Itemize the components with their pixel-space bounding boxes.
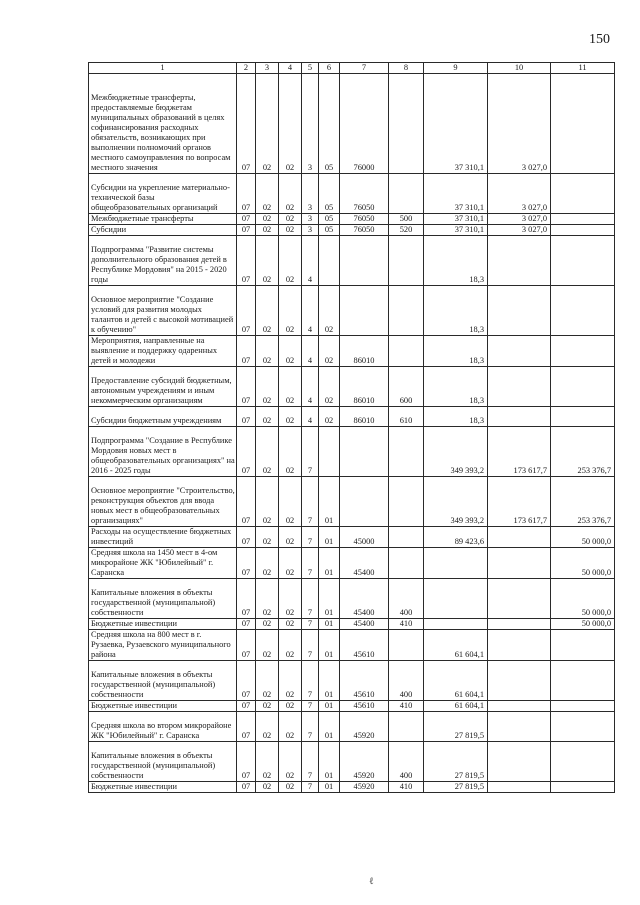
table-cell: 02 xyxy=(256,74,279,174)
table-cell xyxy=(488,367,551,407)
table-cell: 02 xyxy=(279,225,302,236)
table-cell: 02 xyxy=(256,782,279,793)
table-cell: 27 819,5 xyxy=(424,782,488,793)
table-row xyxy=(89,225,615,236)
table-cell: 410 xyxy=(389,782,424,793)
table-cell: 02 xyxy=(319,367,340,407)
table-row xyxy=(89,74,615,174)
table-cell: 349 393,2 xyxy=(424,477,488,527)
table-cell: 4 xyxy=(302,407,319,427)
table-cell: 86010 xyxy=(340,407,389,427)
table-cell: 3 027,0 xyxy=(488,225,551,236)
table-cell: 01 xyxy=(319,619,340,630)
row-label: Межбюджетные трансферты, предоставляемые бюджетам муниципальных образований в целях софинансирования расходных обязательств, возникающих при выполнении полномочий органов местного самоуправления по вопросам местного значения xyxy=(89,74,237,174)
table-row xyxy=(89,661,615,701)
header-cell: 2 xyxy=(237,63,256,74)
row-label: Средняя школа на 1450 мест в 4-ом микрорайоне ЖК "Юбилейный" г. Саранска xyxy=(89,548,237,579)
table-row xyxy=(89,477,615,527)
table-row xyxy=(89,712,615,742)
table-cell: 02 xyxy=(279,619,302,630)
table-cell: 07 xyxy=(237,477,256,527)
table-cell: 02 xyxy=(319,407,340,427)
table-cell: 01 xyxy=(319,579,340,619)
table-cell xyxy=(488,701,551,712)
table-cell: 07 xyxy=(237,336,256,367)
table-cell: 01 xyxy=(319,477,340,527)
table-cell: 3 xyxy=(302,174,319,214)
row-label: Капитальные вложения в объекты государственной (муниципальной) собственности xyxy=(89,661,237,701)
table-cell xyxy=(340,477,389,527)
table-row xyxy=(89,427,615,477)
table-cell: 45400 xyxy=(340,548,389,579)
table-cell: 02 xyxy=(279,407,302,427)
table-cell: 02 xyxy=(279,579,302,619)
table-cell: 07 xyxy=(237,286,256,336)
table-cell: 45610 xyxy=(340,630,389,661)
table-cell: 02 xyxy=(279,74,302,174)
table-cell: 01 xyxy=(319,782,340,793)
table-cell: 02 xyxy=(279,236,302,286)
table-cell: 01 xyxy=(319,527,340,548)
table-cell xyxy=(488,630,551,661)
row-label: Средняя школа во втором микрорайоне ЖК "Юбилейный" г. Саранска xyxy=(89,712,237,742)
table-cell: 02 xyxy=(279,367,302,407)
table-cell: 4 xyxy=(302,367,319,407)
table-row xyxy=(89,214,615,225)
table-cell xyxy=(488,236,551,286)
table-cell: 05 xyxy=(319,174,340,214)
table-cell: 07 xyxy=(237,427,256,477)
table-cell xyxy=(488,742,551,782)
table-cell: 02 xyxy=(256,367,279,407)
table-cell: 600 xyxy=(389,367,424,407)
table-cell xyxy=(551,225,615,236)
table-row xyxy=(89,742,615,782)
table-cell xyxy=(389,236,424,286)
table-cell: 07 xyxy=(237,630,256,661)
table-cell: 410 xyxy=(389,701,424,712)
table-cell: 01 xyxy=(319,661,340,701)
table-cell: 50 000,0 xyxy=(551,579,615,619)
table-cell: 7 xyxy=(302,477,319,527)
table-cell: 500 xyxy=(389,214,424,225)
table-cell: 7 xyxy=(302,630,319,661)
table-cell: 02 xyxy=(279,427,302,477)
table-cell: 3 xyxy=(302,225,319,236)
table-cell: 27 819,5 xyxy=(424,712,488,742)
table-cell: 3 027,0 xyxy=(488,74,551,174)
table-cell: 37 310,1 xyxy=(424,214,488,225)
table-cell: 45610 xyxy=(340,661,389,701)
table-cell: 02 xyxy=(279,701,302,712)
header-row xyxy=(89,63,615,74)
table-cell xyxy=(319,427,340,477)
row-label: Субсидии xyxy=(89,225,237,236)
table-cell xyxy=(488,661,551,701)
budget-table xyxy=(88,62,615,793)
table-cell xyxy=(551,701,615,712)
table-cell: 01 xyxy=(319,742,340,782)
table-cell: 02 xyxy=(256,701,279,712)
table-cell: 89 423,6 xyxy=(424,527,488,548)
table-cell: 18,3 xyxy=(424,286,488,336)
table-cell xyxy=(488,548,551,579)
table-cell xyxy=(551,630,615,661)
row-label: Подпрограмма "Создание в Республике Мордовия новых мест в общеобразовательных организациях" на 2016 - 2025 годы xyxy=(89,427,237,477)
table-cell: 7 xyxy=(302,579,319,619)
page-number: 150 xyxy=(589,32,610,47)
table-cell xyxy=(551,407,615,427)
table-cell: 07 xyxy=(237,701,256,712)
table-row xyxy=(89,527,615,548)
table-cell: 400 xyxy=(389,661,424,701)
table-cell: 3 027,0 xyxy=(488,174,551,214)
table-cell xyxy=(551,236,615,286)
table-cell xyxy=(319,236,340,286)
table-cell: 07 xyxy=(237,712,256,742)
table-row xyxy=(89,619,615,630)
table-cell xyxy=(424,548,488,579)
table-row xyxy=(89,782,615,793)
table-cell: 7 xyxy=(302,742,319,782)
table-cell xyxy=(551,286,615,336)
table-cell: 86010 xyxy=(340,367,389,407)
table-cell xyxy=(389,286,424,336)
table-row xyxy=(89,701,615,712)
table-cell: 45610 xyxy=(340,701,389,712)
row-label: Бюджетные инвестиции xyxy=(89,782,237,793)
table-cell xyxy=(551,74,615,174)
table-cell xyxy=(389,427,424,477)
header-cell: 7 xyxy=(340,63,389,74)
table-cell: 01 xyxy=(319,701,340,712)
table-cell: 05 xyxy=(319,214,340,225)
row-label: Основное мероприятие "Создание условий для развития молодых талантов и детей с высокой мотивацией к обучению" xyxy=(89,286,237,336)
header-cell: 10 xyxy=(488,63,551,74)
table-cell: 4 xyxy=(302,236,319,286)
table-cell xyxy=(389,336,424,367)
table-cell: 02 xyxy=(256,477,279,527)
table-cell: 02 xyxy=(256,527,279,548)
row-label: Капитальные вложения в объекты государственной (муниципальной) собственности xyxy=(89,742,237,782)
row-label: Субсидии бюджетным учреждениям xyxy=(89,407,237,427)
table-cell: 07 xyxy=(237,782,256,793)
table-row xyxy=(89,286,615,336)
table-cell: 253 376,7 xyxy=(551,427,615,477)
row-label: Бюджетные инвестиции xyxy=(89,701,237,712)
table-cell: 4 xyxy=(302,286,319,336)
header-cell: 5 xyxy=(302,63,319,74)
row-label: Бюджетные инвестиции xyxy=(89,619,237,630)
table-cell xyxy=(488,407,551,427)
table-cell: 50 000,0 xyxy=(551,527,615,548)
table-cell: 610 xyxy=(389,407,424,427)
table-cell: 07 xyxy=(237,174,256,214)
table-cell: 7 xyxy=(302,661,319,701)
table-cell: 05 xyxy=(319,225,340,236)
table-cell: 02 xyxy=(279,712,302,742)
header-cell: 8 xyxy=(389,63,424,74)
table-cell: 18,3 xyxy=(424,336,488,367)
header-cell: 11 xyxy=(551,63,615,74)
header-cell: 3 xyxy=(256,63,279,74)
table-cell: 50 000,0 xyxy=(551,548,615,579)
table-cell: 3 027,0 xyxy=(488,214,551,225)
table-cell: 07 xyxy=(237,214,256,225)
table-row xyxy=(89,236,615,286)
table-cell: 02 xyxy=(256,712,279,742)
table-cell xyxy=(551,661,615,701)
table-cell xyxy=(551,174,615,214)
header-cell: 6 xyxy=(319,63,340,74)
table-cell xyxy=(488,336,551,367)
table-cell xyxy=(340,236,389,286)
table-cell xyxy=(488,619,551,630)
table-cell: 07 xyxy=(237,407,256,427)
table-cell: 02 xyxy=(256,336,279,367)
table-cell: 253 376,7 xyxy=(551,477,615,527)
table-cell: 02 xyxy=(279,782,302,793)
table-cell xyxy=(389,477,424,527)
table-cell: 7 xyxy=(302,527,319,548)
row-label: Капитальные вложения в объекты государственной (муниципальной) собственности xyxy=(89,579,237,619)
table-cell: 45000 xyxy=(340,527,389,548)
table-cell: 02 xyxy=(279,477,302,527)
table-row xyxy=(89,336,615,367)
table-cell xyxy=(551,742,615,782)
table-cell: 01 xyxy=(319,630,340,661)
table-cell: 02 xyxy=(256,579,279,619)
table-cell: 76000 xyxy=(340,74,389,174)
table-cell: 27 819,5 xyxy=(424,742,488,782)
table-cell xyxy=(389,630,424,661)
row-label: Основное мероприятие "Строительство, реконструкция объектов для ввода новых мест в общеобразовательных организациях" xyxy=(89,477,237,527)
table-cell: 61 604,1 xyxy=(424,630,488,661)
table-cell: 07 xyxy=(237,367,256,407)
table-cell: 01 xyxy=(319,548,340,579)
table-cell: 61 604,1 xyxy=(424,661,488,701)
table-cell: 400 xyxy=(389,579,424,619)
table-cell xyxy=(389,527,424,548)
table-cell: 01 xyxy=(319,712,340,742)
table-cell: 02 xyxy=(256,286,279,336)
table-cell: 02 xyxy=(256,427,279,477)
table-cell: 07 xyxy=(237,619,256,630)
table-cell: 02 xyxy=(256,225,279,236)
table-cell: 02 xyxy=(279,214,302,225)
table-cell: 76050 xyxy=(340,214,389,225)
table-cell: 18,3 xyxy=(424,367,488,407)
table-cell: 02 xyxy=(279,174,302,214)
table-cell: 3 xyxy=(302,214,319,225)
row-label: Средняя школа на 800 мест в г. Рузаевка, Рузаевского муниципального района xyxy=(89,630,237,661)
table-cell: 07 xyxy=(237,236,256,286)
row-label: Мероприятия, направленные на выявление и поддержку одаренных детей и молодежи xyxy=(89,336,237,367)
table-cell: 76050 xyxy=(340,225,389,236)
table-row xyxy=(89,548,615,579)
table-cell: 02 xyxy=(279,286,302,336)
table-cell: 7 xyxy=(302,701,319,712)
table-cell: 7 xyxy=(302,712,319,742)
table-cell: 02 xyxy=(256,742,279,782)
table-cell: 45920 xyxy=(340,742,389,782)
table-cell: 02 xyxy=(279,661,302,701)
table-cell xyxy=(488,782,551,793)
table-cell: 3 xyxy=(302,74,319,174)
header-cell: 4 xyxy=(279,63,302,74)
table-cell: 45920 xyxy=(340,712,389,742)
table-cell: 02 xyxy=(256,214,279,225)
table-row xyxy=(89,579,615,619)
table-cell: 18,3 xyxy=(424,236,488,286)
row-label: Расходы на осуществление бюджетных инвестиций xyxy=(89,527,237,548)
table-cell: 02 xyxy=(256,174,279,214)
table-cell: 02 xyxy=(319,336,340,367)
header-cell: 9 xyxy=(424,63,488,74)
table-cell: 02 xyxy=(256,548,279,579)
table-cell: 07 xyxy=(237,74,256,174)
table-cell xyxy=(551,336,615,367)
table-cell: 4 xyxy=(302,336,319,367)
table-cell: 37 310,1 xyxy=(424,74,488,174)
table-cell xyxy=(340,286,389,336)
table-cell xyxy=(340,427,389,477)
row-label: Подпрограмма "Развитие системы дополнительного образования детей в Республике Мордовия" на 2015 - 2020 годы xyxy=(89,236,237,286)
table-cell xyxy=(424,579,488,619)
table-cell: 02 xyxy=(279,336,302,367)
table-cell: 02 xyxy=(256,619,279,630)
table-cell: 7 xyxy=(302,427,319,477)
table-row xyxy=(89,630,615,661)
table-cell xyxy=(551,214,615,225)
table-cell: 45920 xyxy=(340,782,389,793)
table-cell: 02 xyxy=(256,661,279,701)
table-cell: 02 xyxy=(279,527,302,548)
table-cell: 349 393,2 xyxy=(424,427,488,477)
table-cell: 7 xyxy=(302,619,319,630)
table-cell: 07 xyxy=(237,661,256,701)
table-cell: 76050 xyxy=(340,174,389,214)
table-cell xyxy=(389,712,424,742)
table-cell xyxy=(551,367,615,407)
table-cell: 02 xyxy=(279,742,302,782)
table-cell: 02 xyxy=(279,630,302,661)
table-cell: 07 xyxy=(237,579,256,619)
table-cell xyxy=(389,548,424,579)
table-cell xyxy=(488,712,551,742)
table-cell xyxy=(488,579,551,619)
table-cell: 07 xyxy=(237,742,256,782)
table-cell: 07 xyxy=(237,527,256,548)
table-row xyxy=(89,407,615,427)
table-cell: 02 xyxy=(256,236,279,286)
table-cell: 37 310,1 xyxy=(424,225,488,236)
table-cell: 02 xyxy=(279,548,302,579)
table-cell: 400 xyxy=(389,742,424,782)
row-label: Субсидии на укрепление материально-технической базы общеобразовательных организаций xyxy=(89,174,237,214)
row-label: Предоставление субсидий бюджетным, автономным учреждениям и иным некоммерческим организациям xyxy=(89,367,237,407)
table-cell xyxy=(389,74,424,174)
row-label: Межбюджетные трансферты xyxy=(89,214,237,225)
table-cell: 18,3 xyxy=(424,407,488,427)
table-cell: 07 xyxy=(237,548,256,579)
table-cell xyxy=(551,782,615,793)
table-cell: 02 xyxy=(256,407,279,427)
table-cell: 173 617,7 xyxy=(488,477,551,527)
header-cell: 1 xyxy=(89,63,237,74)
table-cell xyxy=(389,174,424,214)
table-cell: 520 xyxy=(389,225,424,236)
table-cell xyxy=(424,619,488,630)
bottom-mark: ℓ xyxy=(369,876,374,887)
table-cell: 02 xyxy=(256,630,279,661)
table-cell: 173 617,7 xyxy=(488,427,551,477)
table-cell: 45400 xyxy=(340,619,389,630)
table-cell: 7 xyxy=(302,548,319,579)
table-cell: 7 xyxy=(302,782,319,793)
table-cell xyxy=(488,286,551,336)
table-cell: 50 000,0 xyxy=(551,619,615,630)
table-cell: 410 xyxy=(389,619,424,630)
table-cell: 61 604,1 xyxy=(424,701,488,712)
table-row xyxy=(89,367,615,407)
table-cell: 86010 xyxy=(340,336,389,367)
table-cell xyxy=(551,712,615,742)
table-cell xyxy=(488,527,551,548)
table-cell: 02 xyxy=(319,286,340,336)
table-row xyxy=(89,174,615,214)
table-cell: 37 310,1 xyxy=(424,174,488,214)
table-cell: 45400 xyxy=(340,579,389,619)
table-cell: 07 xyxy=(237,225,256,236)
table-cell: 05 xyxy=(319,74,340,174)
